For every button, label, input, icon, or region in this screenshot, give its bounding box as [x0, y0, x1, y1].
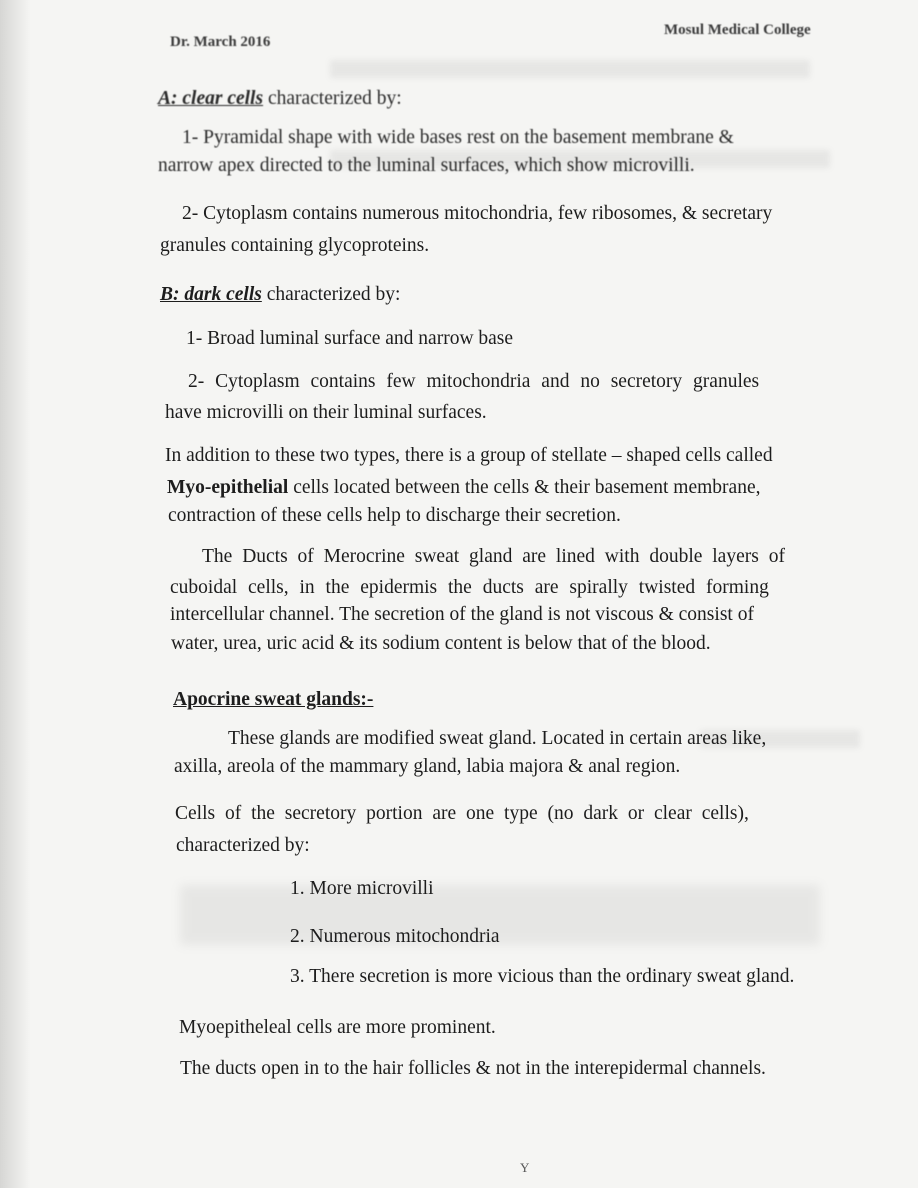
ducts-line1: The Ducts of Merocrine sweat gland are lined with double layers of — [202, 546, 785, 567]
section-a-item1-line1: 1- Pyramidal shape with wide bases rest on the basement membrane & — [182, 127, 734, 148]
ducts-line2: cuboidal cells, in the epidermis the ducts are spirally twisted forming — [170, 577, 769, 598]
apocrine-list-item: 2. Numerous mitochondria — [290, 926, 500, 947]
page-number: Y — [520, 1160, 530, 1175]
apocrine-list-item: 1. More microvilli — [290, 878, 434, 899]
section-a-heading: A: clear cells — [158, 88, 264, 109]
scan-edge-shadow — [0, 0, 30, 1188]
myo-line2 — [167, 476, 760, 501]
bleed-through-1 — [330, 60, 810, 78]
section-a-item2-line1: 2- Cytoplasm contains numerous mitochondria, few ribosomes, & secretary — [182, 203, 773, 224]
apocrine-p1-line2: axilla, areola of the mammary gland, labia majora & anal region. — [174, 756, 681, 777]
section-a-heading-suffix: characterized by: — [263, 88, 402, 109]
myo-line2-rest: cells located between the cells & their basement membrane, — [288, 477, 761, 498]
section-b-item1: 1- Broad luminal surface and narrow base — [186, 328, 514, 349]
apocrine-heading: Apocrine sweat glands:- — [173, 689, 374, 710]
header-college: Mosul Medical College — [664, 22, 811, 38]
myo-line1: In addition to these two types, there is a group of stellate – shaped cells called — [165, 445, 773, 466]
section-b-item2-line2: have microvilli on their luminal surfaces. — [165, 402, 487, 423]
section-a-item1-line2: narrow apex directed to the luminal surfaces, which show microvilli. — [158, 155, 695, 176]
apocrine-p3: Myoepitheleal cells are more prominent. — [179, 1017, 496, 1038]
section-b-heading-suffix: characterized by: — [261, 284, 401, 305]
section-a-heading-line — [158, 87, 402, 112]
header-date: Dr. March 2016 — [170, 34, 271, 50]
bleed-through-4 — [180, 885, 820, 945]
ducts-line4: water, urea, uric acid & its sodium content is below that of the blood. — [171, 633, 711, 654]
apocrine-list-item: 3. There secretion is more vicious than the ordinary sweat gland. — [290, 966, 795, 987]
apocrine-p2-line2: characterized by: — [176, 835, 310, 856]
section-b-heading-line — [160, 283, 400, 308]
myo-term: Myo-epithelial — [167, 477, 289, 498]
section-b-item2-line1: 2- Cytoplasm contains few mitochondria and no secretory granules — [188, 371, 760, 392]
ducts-line3: intercellular channel. The secretion of the gland is not viscous & consist of — [170, 604, 754, 625]
section-a-item2-line2: granules containing glycoproteins. — [160, 235, 430, 256]
apocrine-p4: The ducts open in to the hair follicles & not in the interepidermal channels. — [180, 1058, 766, 1079]
apocrine-p2-line1: Cells of the secretory portion are one type (no dark or clear cells), — [175, 803, 749, 824]
section-b-heading: B: dark cells — [160, 284, 262, 305]
myo-line3: contraction of these cells help to discharge their secretion. — [168, 505, 621, 526]
apocrine-p1-line1: These glands are modified sweat gland. Located in certain areas like, — [228, 728, 767, 749]
